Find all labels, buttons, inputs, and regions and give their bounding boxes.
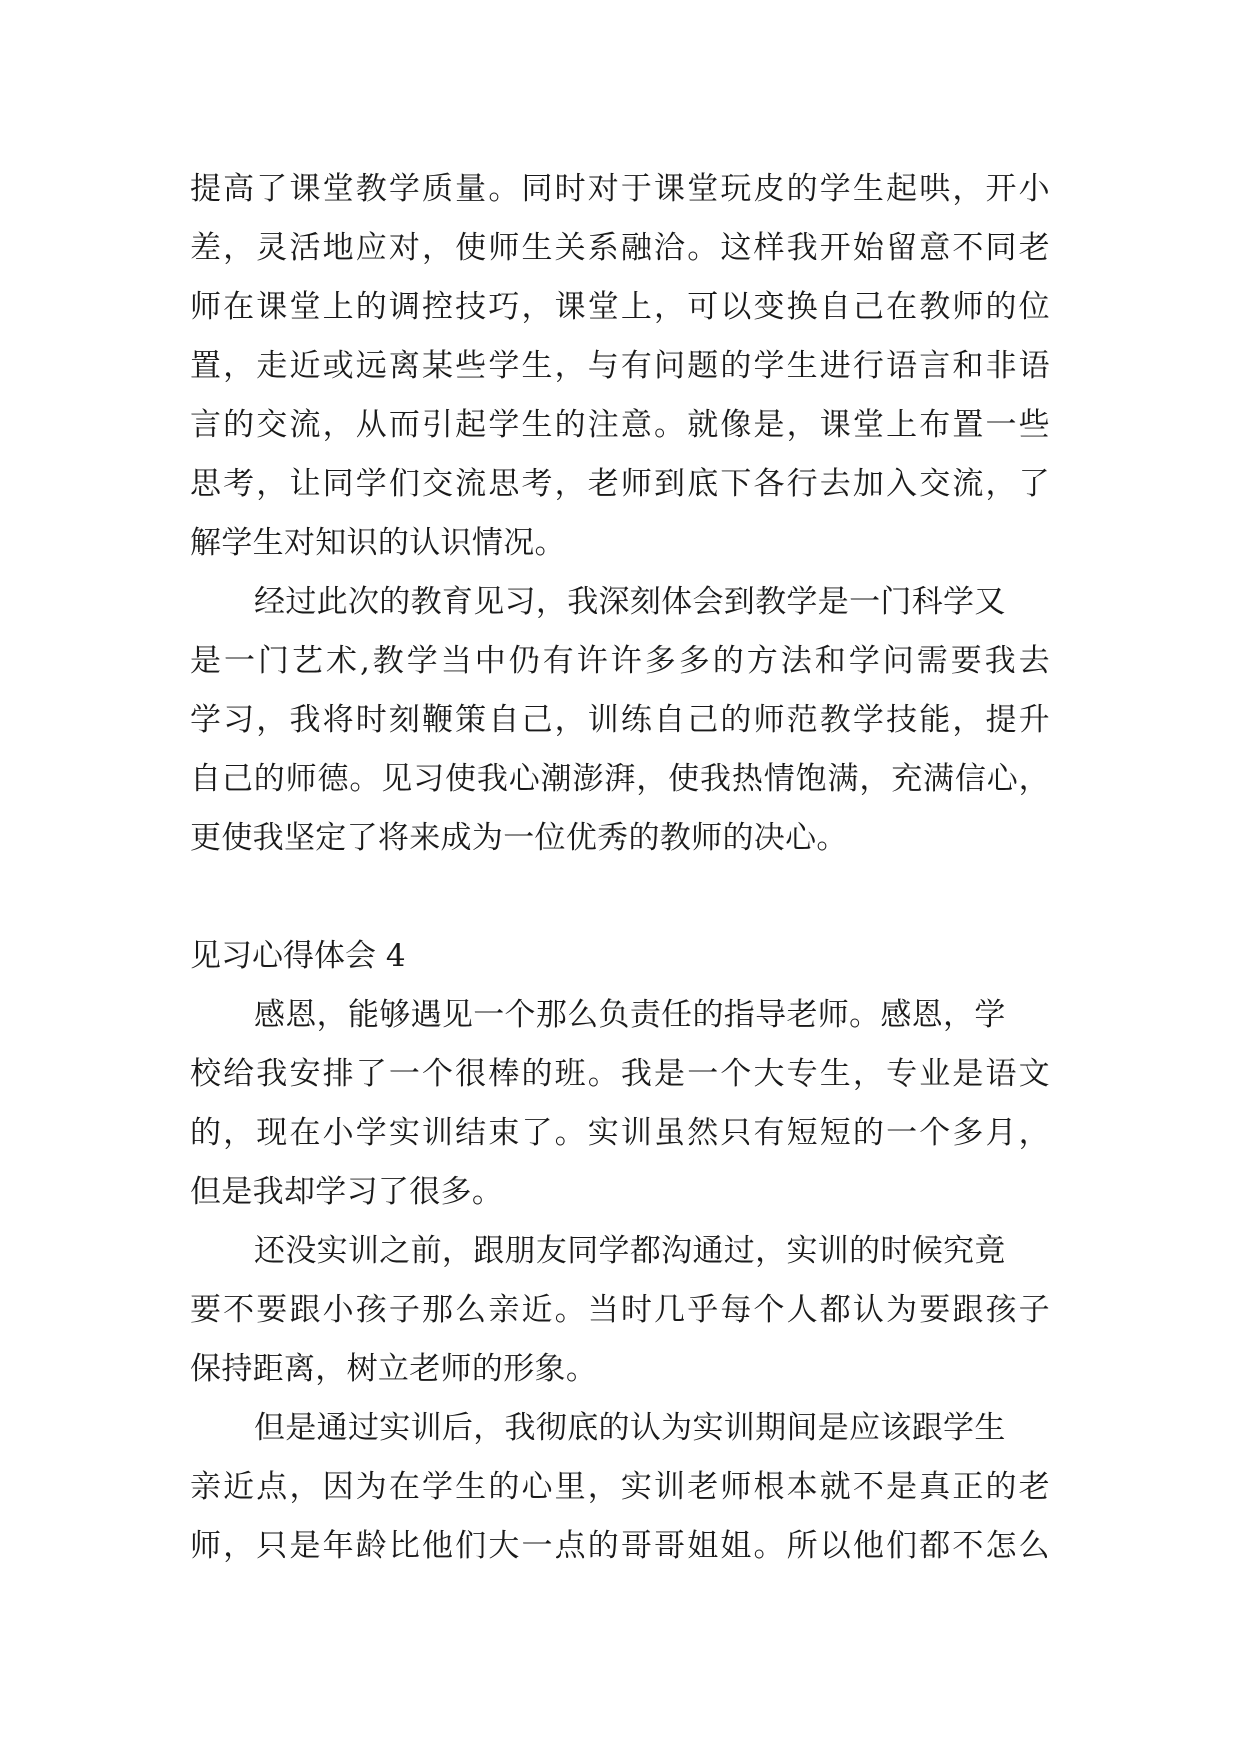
paragraph-first-line: 经过此次的教育见习，我深刻体会到教学是一门科学又 bbox=[254, 584, 1006, 620]
text-line: 要不要跟小孩子那么亲近。当时几乎每个人都认为要跟孩子 bbox=[190, 1292, 1050, 1328]
text-line: 学习，我将时刻鞭策自己，训练自己的师范教学技能，提升 bbox=[190, 702, 1050, 738]
text-line: 但是我却学习了很多。 bbox=[190, 1174, 504, 1210]
text-line: 置，走近或远离某些学生，与有问题的学生进行语言和非语 bbox=[190, 348, 1050, 384]
document-body bbox=[190, 160, 1050, 1576]
text-line: 解学生对知识的认识情况。 bbox=[190, 525, 566, 561]
blank-line bbox=[190, 868, 1050, 927]
paragraph-first-line: 但是通过实训后，我彻底的认为实训期间是应该跟学生 bbox=[254, 1410, 1006, 1446]
paragraph-first-line: 感恩，能够遇见一个那么负责任的指导老师。感恩，学 bbox=[254, 997, 1006, 1033]
text-line: 的，现在小学实训结束了。实训虽然只有短短的一个多月， bbox=[190, 1115, 1050, 1151]
text-line: 是一门艺术,教学当中仍有许许多多的方法和学问需要我去 bbox=[190, 643, 1050, 679]
text-line: 校给我安排了一个很棒的班。我是一个大专生，专业是语文 bbox=[190, 1056, 1050, 1092]
text-line: 亲近点，因为在学生的心里，实训老师根本就不是真正的老 bbox=[190, 1469, 1050, 1505]
text-line: 言的交流，从而引起学生的注意。就像是，课堂上布置一些 bbox=[190, 407, 1050, 443]
paragraph-first-line: 还没实训之前，跟朋友同学都沟通过，实训的时候究竟 bbox=[254, 1233, 1006, 1269]
text-line: 更使我坚定了将来成为一位优秀的教师的决心。 bbox=[190, 820, 848, 856]
text-line: 师，只是年龄比他们大一点的哥哥姐姐。所以他们都不怎么 bbox=[190, 1528, 1050, 1564]
text-line: 师在课堂上的调控技巧，课堂上，可以变换自己在教师的位 bbox=[190, 289, 1050, 325]
text-line: 自己的师德。见习使我心潮澎湃，使我热情饱满，充满信心， bbox=[190, 761, 1050, 797]
text-line: 差，灵活地应对，使师生关系融洽。这样我开始留意不同老 bbox=[190, 230, 1050, 266]
text-line: 提高了课堂教学质量。同时对于课堂玩皮的学生起哄，开小 bbox=[190, 171, 1050, 207]
text-line: 保持距离，树立老师的形象。 bbox=[190, 1351, 598, 1387]
section-heading: 见习心得体会 4 bbox=[190, 938, 406, 974]
text-line: 思考，让同学们交流思考，老师到底下各行去加入交流，了 bbox=[190, 466, 1050, 502]
